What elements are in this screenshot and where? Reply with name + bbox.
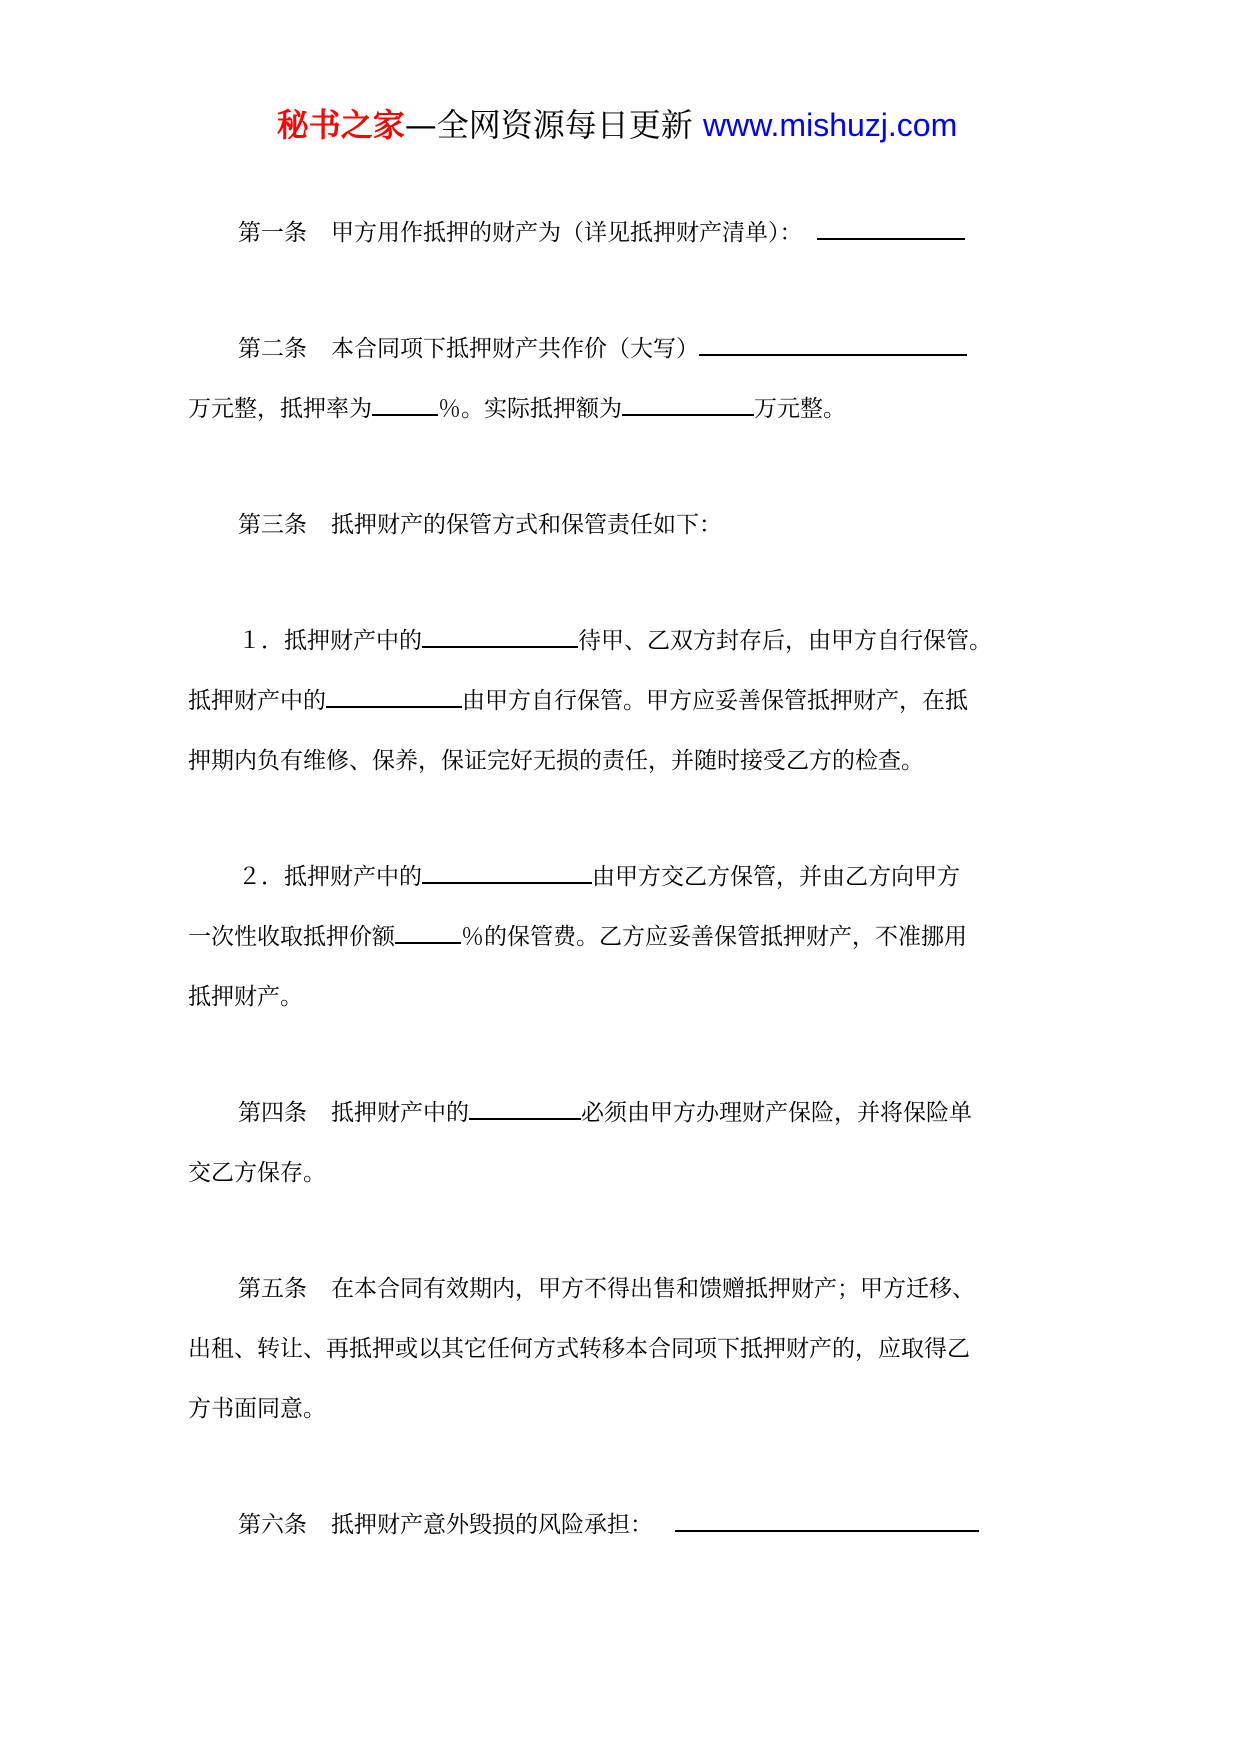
spacer [188,555,1048,611]
blank-field[interactable] [469,1096,581,1120]
blank-field[interactable] [372,392,438,416]
article-6-heading: 第六条 [238,1512,307,1538]
blank-field[interactable] [675,1508,979,1532]
item-1-line-3 [188,731,1048,791]
article-1-text: 甲方用作抵押的财产为（详见抵押财产清单）： [331,220,803,246]
blank-field[interactable] [699,332,967,356]
article-6 [188,1495,1048,1555]
blank-field[interactable] [395,920,461,944]
item-1-text-2: 待甲、乙双方封存后，由甲方自行保管。 [578,628,992,654]
site-header [0,100,1234,146]
blank-field[interactable] [817,216,965,240]
article-2-text-1: 本合同项下抵押财产共作价（大写） [331,336,699,362]
item-2-text-3: 一次性收取抵押价额 [188,924,395,950]
spacer [188,1203,1048,1259]
item-2-text-5: 抵押财产。 [188,984,303,1010]
article-5-line-2 [188,1319,1048,1379]
item-1-line-1 [188,611,1048,671]
site-url-link[interactable]: www.mishuzj.com [702,107,958,143]
article-3 [188,495,1048,555]
article-1-heading: 第一条 [238,220,307,246]
article-5-line-3 [188,1379,1048,1439]
article-5-text-2: 出租、转让、再抵押或以其它任何方式转移本合同项下抵押财产的，应取得乙 [188,1336,970,1362]
blank-field[interactable] [422,860,592,884]
article-1 [188,203,1048,263]
spacer [188,1439,1048,1495]
item-2-line-2 [188,907,1048,967]
article-5-text-3: 方书面同意。 [188,1396,326,1422]
item-2-line-3 [188,967,1048,1027]
article-5-line-1 [188,1259,1048,1319]
blank-field[interactable] [326,684,462,708]
article-4-heading: 第四条 [238,1100,307,1126]
item-2-text-4: ％的保管费。乙方应妥善保管抵押财产，不准挪用 [461,924,967,950]
article-4-line-2 [188,1143,1048,1203]
article-2-text-3: ％。实际抵押额为 [438,396,622,422]
article-3-heading: 第三条 [238,512,307,538]
blank-field[interactable] [422,624,578,648]
article-4-text-2: 必须由甲方办理财产保险，并将保险单 [581,1100,972,1126]
article-4-text-1: 抵押财产中的 [331,1100,469,1126]
spacer [188,791,1048,847]
item-1-text-1: 抵押财产中的 [284,628,422,654]
item-1-line-2 [188,671,1048,731]
spacer [188,1027,1048,1083]
article-5-heading: 第五条 [238,1276,307,1302]
article-6-text: 抵押财产意外毁损的风险承担： [331,1512,653,1538]
item-2-text-1: 抵押财产中的 [284,864,422,890]
brand-name: 秘书之家 [276,106,405,144]
item-1-text-4: 由甲方自行保管。甲方应妥善保管抵押财产，在抵 [462,688,968,714]
article-4-text-3: 交乙方保存。 [188,1160,326,1186]
spacer [188,263,1048,319]
article-2-line-1 [188,319,1048,379]
article-4-line-1 [188,1083,1048,1143]
item-2-line-1 [188,847,1048,907]
article-2-line-2 [188,379,1048,439]
article-2-text-4: 万元整。 [754,396,846,422]
item-1-number: １． [238,628,284,654]
article-5-text-1: 在本合同有效期内，甲方不得出售和馈赠抵押财产；甲方迁移、 [331,1276,975,1302]
item-1-text-3: 抵押财产中的 [188,688,326,714]
article-2-text-2: 万元整，抵押率为 [188,396,372,422]
contract-body [188,203,1048,1555]
blank-field[interactable] [622,392,754,416]
item-1-text-5: 押期内负有维修、保养，保证完好无损的责任，并随时接受乙方的检查。 [188,748,924,774]
spacer [188,439,1048,495]
item-2-text-2: 由甲方交乙方保管，并由乙方向甲方 [592,864,960,890]
item-2-number: ２． [238,864,284,890]
header-tagline: —全网资源每日更新 [404,106,693,144]
article-2-heading: 第二条 [238,336,307,362]
article-3-text: 抵押财产的保管方式和保管责任如下： [331,512,722,538]
